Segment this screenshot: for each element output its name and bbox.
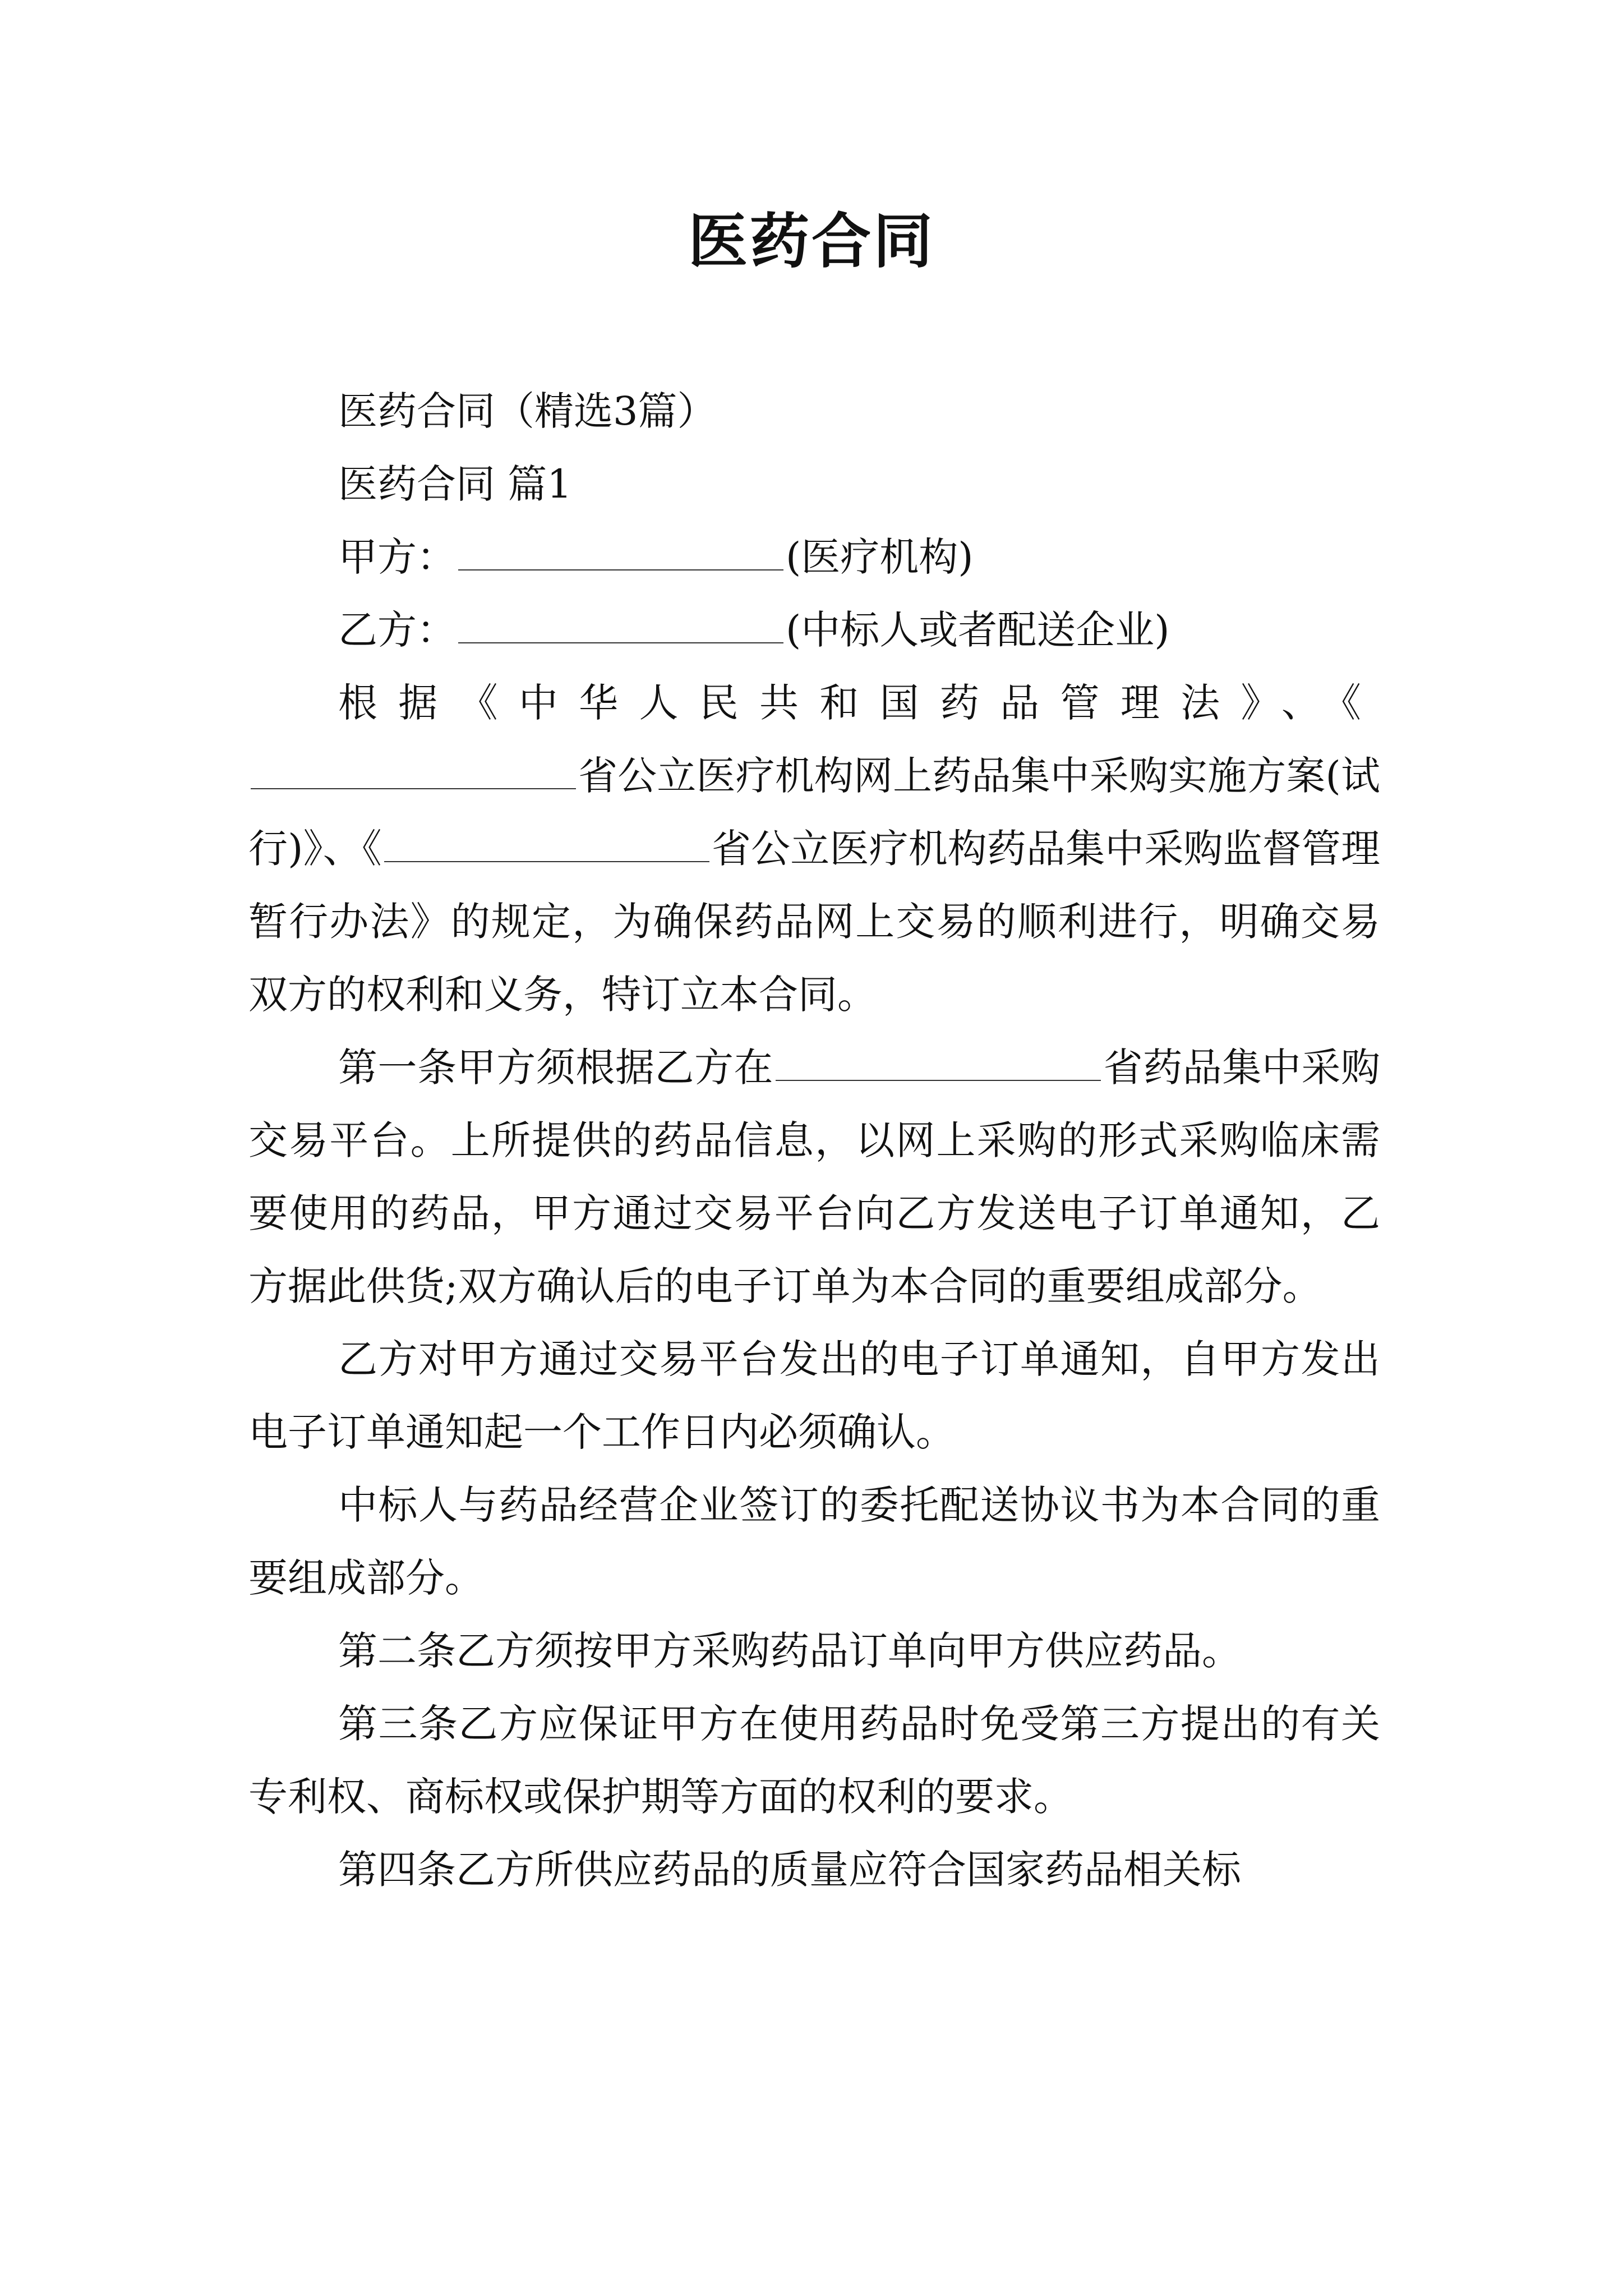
party-b-label: 乙方： bbox=[338, 607, 456, 653]
party-b-line bbox=[248, 593, 1380, 666]
document-subtitle: 医药合同（精选3篇） bbox=[338, 388, 717, 434]
article-1-blank bbox=[776, 1043, 1101, 1081]
party-a-blank bbox=[458, 532, 783, 570]
article-1-paragraph bbox=[248, 1031, 1380, 1323]
preamble-text-3: 省公立医疗机构药品集中采购监督管理暂行办法》的规定，为确保药品网上交易的顺利进行，明确交易双方的权利和义务，特订立本合同。 bbox=[248, 826, 1380, 1018]
article-2-paragraph: 第二条乙方须按甲方采购药品订单向甲方供应药品。 bbox=[338, 1628, 1241, 1674]
party-a-line bbox=[248, 521, 1380, 593]
preamble-paragraph bbox=[248, 666, 1380, 1031]
article-4-paragraph: 第四条乙方所供应药品的质量应符合国家药品相关标 bbox=[338, 1847, 1241, 1893]
party-a-note: (医疗机构) bbox=[786, 534, 974, 580]
article-1-text-1: 第一条甲方须根据乙方在 bbox=[338, 1045, 774, 1091]
document-title: 医药合同 bbox=[688, 206, 935, 276]
preamble-blank-2 bbox=[384, 824, 709, 862]
delegation-paragraph: 中标人与药品经营企业签订的委托配送协议书为本合同的重要组成部分。 bbox=[248, 1482, 1380, 1601]
article-1-text-2: 省药品集中采购交易平台。上所提供的药品信息，以网上采购的形式采购临床需要使用的药品，甲方通过交易平台向乙方发送电子订单通知，乙方据此供货;双方确认后的电子订单为本合同的重要组成部分。 bbox=[248, 1045, 1381, 1309]
party-b-note: (中标人或者配送企业) bbox=[786, 607, 1170, 653]
preamble-text-2: 省公立医疗机构网上药品集中采购实施方案(试行)》、《 bbox=[248, 753, 1380, 872]
document-body bbox=[248, 375, 1380, 1906]
article-3-paragraph: 第三条乙方应保证甲方在使用药品时免受第三方提出的有关专利权、商标权或保护期等方面的权利的要求。 bbox=[248, 1701, 1380, 1820]
party-b-blank bbox=[458, 605, 783, 643]
section-heading: 医药合同 篇1 bbox=[338, 461, 572, 507]
party-a-label: 甲方： bbox=[338, 534, 456, 580]
preamble-blank-1 bbox=[251, 751, 576, 789]
confirm-paragraph: 乙方对甲方通过交易平台发出的电子订单通知，自甲方发出电子订单通知起一个工作日内必须确认。 bbox=[248, 1336, 1380, 1455]
preamble-text-1: 根据《中华人民共和国药品管理法》、《 bbox=[338, 680, 1380, 726]
